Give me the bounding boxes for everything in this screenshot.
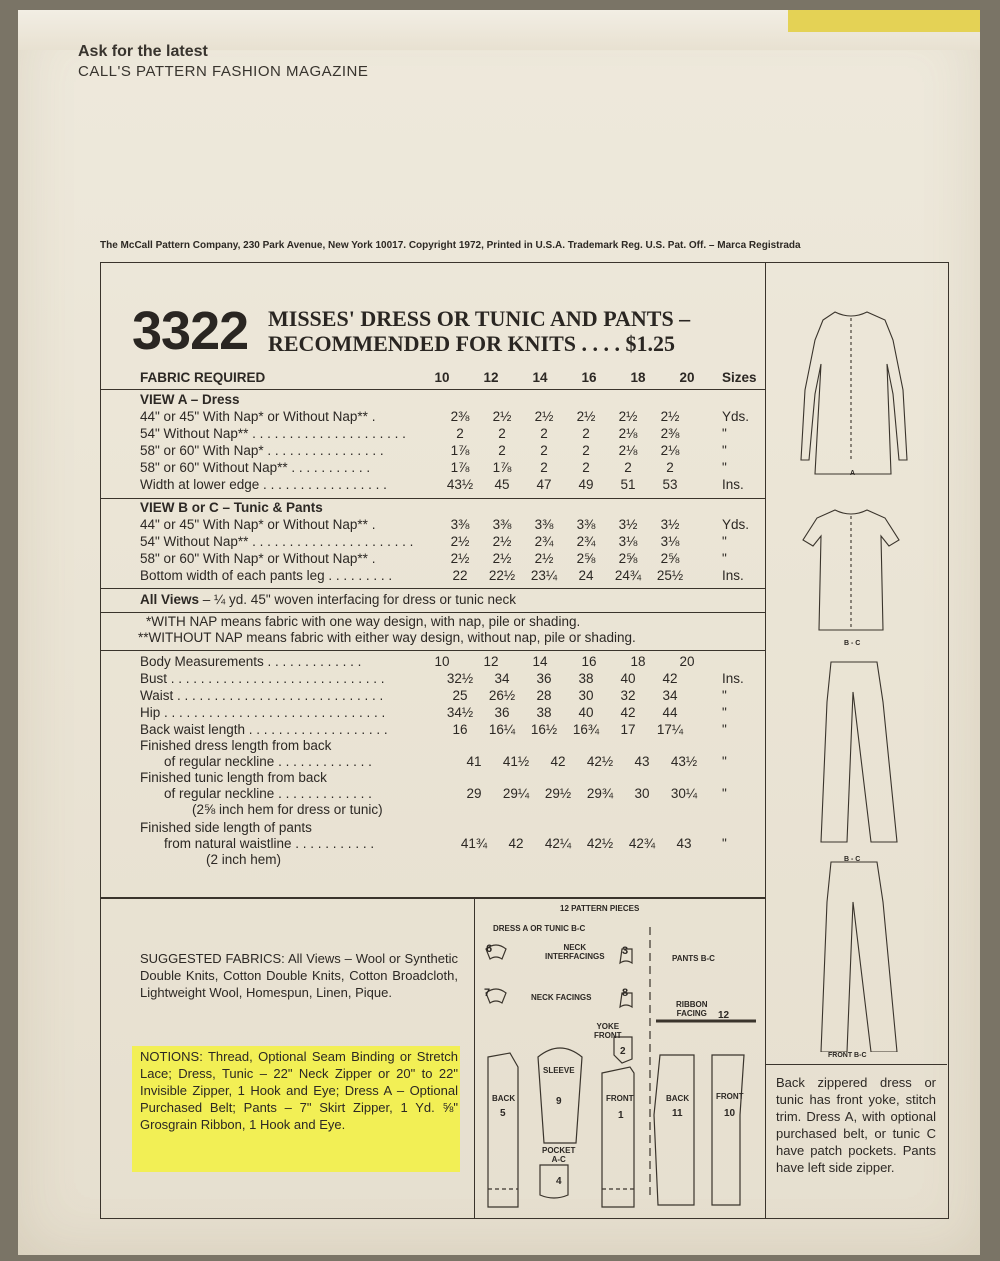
- view-a-label: A: [850, 470, 856, 477]
- table-row: [140, 443, 760, 460]
- cell: 2: [582, 426, 590, 441]
- cell: 40: [578, 705, 594, 720]
- unit: ": [722, 836, 727, 851]
- cell: 41¾: [460, 836, 488, 851]
- magazine-note: [78, 42, 368, 82]
- dress-length-row: [140, 754, 760, 771]
- cell: 3⅜: [492, 517, 512, 532]
- cell: 30: [578, 688, 594, 703]
- cell: 2½: [576, 409, 596, 424]
- without-nap-note: **WITHOUT NAP means fabric with either way design, without nap, pile or shading.: [138, 630, 636, 645]
- unit: ": [722, 786, 727, 801]
- cell: 34: [662, 688, 678, 703]
- pocket-text: POCKET A-C: [542, 1146, 576, 1164]
- table-row: [140, 688, 760, 705]
- all-views-text: [140, 592, 516, 607]
- ribbon-facing-label: [676, 1000, 708, 1018]
- piece-number: 11: [672, 1108, 683, 1119]
- pattern-description: Back zippered dress or tunic has front yoke, stitch trim. Dress A, with optional purchased belt, or tunic C have patch pockets. Pants have left side zipper.: [776, 1075, 936, 1175]
- cell: 3⅛: [660, 534, 680, 549]
- cell: 29¾: [586, 786, 614, 801]
- unit: ": [722, 688, 727, 703]
- row-label: 44" or 45" With Nap* or Without Nap** .: [140, 517, 376, 532]
- divider: [100, 389, 765, 390]
- row-label: Width at lower edge . . . . . . . . . . . . . . . . .: [140, 477, 387, 492]
- nap-note: *WITH NAP means fabric with one way design, with nap, pile or shading.: [146, 614, 581, 629]
- notions-text: NOTIONS: Thread, Optional Seam Binding or Stretch Lace; Dress, Tunic – 22" Neck Zipper or 20" to 22" Invisible Zipper, 1 Hook and Eye; Dress A – Optional Purchased Belt; Pants – 7" Skirt Zipper, 1 Yd. ⅝" Grosgrain Ribbon, 1 Hook and Eye.: [140, 1049, 458, 1132]
- ribbon-facing-text: RIBBON FACING: [676, 1000, 708, 1018]
- row-label: 44" or 45" With Nap* or Without Nap** .: [140, 409, 376, 424]
- cell: 44: [662, 705, 678, 720]
- back-label: BACK: [492, 1094, 516, 1103]
- size-header: 20: [679, 654, 695, 669]
- tunic-hem-note: (2⅝ inch hem for dress or tunic): [192, 802, 383, 817]
- unit: ": [722, 705, 727, 720]
- piece-number: 2: [620, 1046, 626, 1057]
- cell: 43: [634, 754, 650, 769]
- cell: 1⅞: [450, 460, 470, 475]
- cell: 2: [456, 426, 464, 441]
- cell: 2¾: [576, 534, 596, 549]
- row-label: Waist . . . . . . . . . . . . . . . . . . . . . . . . . . . .: [140, 688, 384, 703]
- size-header: 16: [581, 370, 597, 385]
- cell: 3⅜: [450, 517, 470, 532]
- cell: 3½: [660, 517, 680, 532]
- row-label: 58" or 60" With Nap* or Without Nap** .: [140, 551, 376, 566]
- cell: 49: [578, 477, 594, 492]
- table-row: [140, 568, 760, 585]
- cell: 2½: [492, 551, 512, 566]
- suggested-fabrics: SUGGESTED FABRICS: All Views – Wool or Synthetic Double Knits, Cotton Double Knits, Cotton Broadcloth, Lightweight Wool, Homespun, Linen, Pique.: [140, 951, 458, 1000]
- pants-length-row: [140, 836, 760, 853]
- all-views-label: All Views: [140, 592, 200, 607]
- table-row: [140, 517, 760, 534]
- back-pants-label: BACK: [666, 1094, 690, 1103]
- piece-number: 5: [500, 1108, 506, 1119]
- cell: 42: [550, 754, 566, 769]
- unit: Ins.: [722, 568, 744, 583]
- front-pants-label: FRONT: [716, 1092, 744, 1101]
- pattern-title-line1: MISSES' DRESS OR TUNIC AND PANTS –: [268, 306, 691, 331]
- tunic-length-row: [140, 786, 760, 803]
- front-label: FRONT: [606, 1094, 634, 1103]
- cell: 2: [582, 443, 590, 458]
- cell: 42½: [586, 754, 614, 769]
- cell: 2½: [618, 409, 638, 424]
- row-label: Bottom width of each pants leg . . . . . . . . .: [140, 568, 393, 583]
- size-header: 14: [532, 654, 548, 669]
- dress-length-l1: Finished dress length from back: [140, 738, 332, 753]
- table-row: [140, 477, 760, 494]
- piece-number: 7: [484, 987, 491, 999]
- view-a-title-text: VIEW A – Dress: [140, 392, 240, 407]
- cell: 40: [620, 671, 636, 686]
- pattern-number: 3322: [132, 301, 249, 361]
- cell: 30: [634, 786, 650, 801]
- piece-number: 1: [618, 1110, 624, 1121]
- unit: ": [722, 551, 727, 566]
- pattern-title: [268, 306, 690, 356]
- table-row: [140, 722, 760, 739]
- unit: ": [722, 534, 727, 549]
- cell: 2: [498, 426, 506, 441]
- pattern-pieces-diagram: [474, 897, 765, 1217]
- cell: 2½: [534, 409, 554, 424]
- piece-number: 10: [724, 1108, 736, 1119]
- cell: 2½: [450, 534, 470, 549]
- piece-number: 3: [622, 945, 629, 957]
- cell: 38: [578, 671, 594, 686]
- cell: 43: [676, 836, 692, 851]
- row-label: Bust . . . . . . . . . . . . . . . . . . . . . . . . . . . . .: [140, 671, 385, 686]
- cell: 2½: [492, 534, 512, 549]
- dress-pieces-label: DRESS A OR TUNIC B-C: [493, 924, 586, 933]
- cell: 1⅞: [450, 443, 470, 458]
- cell: 2: [666, 460, 674, 475]
- pants-length-l1: Finished side length of pants: [140, 820, 312, 835]
- cell: 22½: [488, 568, 516, 583]
- yoke-front-text: YOKE FRONT: [594, 1022, 622, 1040]
- row-label: 54" Without Nap** . . . . . . . . . . . . . . . . . . . . .: [140, 426, 406, 441]
- piece-number: 9: [556, 1096, 562, 1107]
- cell: 2¾: [534, 534, 554, 549]
- cell: 3⅜: [576, 517, 596, 532]
- cell: 42¾: [628, 836, 656, 851]
- divider: [100, 650, 765, 651]
- size-header: 16: [581, 654, 597, 669]
- cell: 34: [494, 671, 510, 686]
- unit: Yds.: [722, 409, 750, 424]
- cell: 26½: [488, 688, 516, 703]
- cell: 2: [540, 460, 548, 475]
- cell: 41: [466, 754, 482, 769]
- size-header: 12: [483, 654, 499, 669]
- pants-hem-note: (2 inch hem): [206, 852, 282, 867]
- cell: 47: [536, 477, 552, 492]
- cell: 36: [536, 671, 552, 686]
- dress-length-l2: of regular neckline . . . . . . . . . . . . .: [164, 754, 372, 769]
- cell: 3⅛: [618, 534, 638, 549]
- cell: 25½: [656, 568, 684, 583]
- cell: 29: [466, 786, 482, 801]
- fabric-header-label: FABRIC REQUIRED: [140, 370, 266, 385]
- cell: 22: [452, 568, 468, 583]
- unit: Yds.: [722, 517, 750, 532]
- size-header: 20: [679, 370, 695, 385]
- cell: 2: [540, 443, 548, 458]
- unit: Ins.: [722, 671, 744, 686]
- cell: 41½: [502, 754, 530, 769]
- cell: 17¼: [656, 722, 684, 737]
- pattern-title-line2: RECOMMENDED FOR KNITS . . . . $1.25: [268, 331, 676, 356]
- cell: 38: [536, 705, 552, 720]
- divider: [100, 588, 765, 589]
- pants-length-l2: from natural waistline . . . . . . . . . . .: [164, 836, 375, 851]
- sleeve-label: SLEEVE: [543, 1066, 575, 1075]
- table-row: [140, 705, 760, 722]
- magazine-note-line1: Ask for the latest: [78, 43, 208, 60]
- view-bc-title: [140, 500, 760, 517]
- row-label: 58" or 60" With Nap* . . . . . . . . . . . . . . . .: [140, 443, 384, 458]
- cell: 42¼: [544, 836, 572, 851]
- body-header-label: Body Measurements . . . . . . . . . . . . .: [140, 654, 362, 669]
- pieces-title: 12 PATTERN PIECES: [560, 904, 640, 913]
- cell: 2½: [660, 409, 680, 424]
- size-header: 18: [630, 370, 646, 385]
- piece-number: 12: [718, 1010, 730, 1021]
- cell: 53: [662, 477, 678, 492]
- view-illustrations: [765, 262, 947, 1052]
- magazine-note-line2: CALL'S PATTERN FASHION MAGAZINE: [78, 63, 369, 80]
- cell: 36: [494, 705, 510, 720]
- cell: 45: [494, 477, 510, 492]
- cell: 2⅜: [660, 426, 680, 441]
- cell: 42: [620, 705, 636, 720]
- cell: 2⅛: [660, 443, 680, 458]
- row-label: Hip . . . . . . . . . . . . . . . . . . . . . . . . . . . . . .: [140, 705, 386, 720]
- cell: 25: [452, 688, 468, 703]
- size-header: 10: [434, 370, 450, 385]
- neck-interfacings-text: NECK INTERFACINGS: [545, 943, 605, 961]
- cell: 2½: [534, 551, 554, 566]
- piece-number: 8: [622, 987, 629, 999]
- cell: 34½: [446, 705, 474, 720]
- divider: [100, 612, 765, 613]
- size-header: 18: [630, 654, 646, 669]
- cell: 29½: [544, 786, 572, 801]
- all-views-desc: – ¼ yd. 45" woven interfacing for dress or tunic neck: [199, 592, 516, 607]
- sizes-unit: Sizes: [722, 370, 757, 385]
- cell: 16½: [530, 722, 558, 737]
- size-header: 12: [483, 370, 499, 385]
- tunic-length-l2: of regular neckline . . . . . . . . . . . . .: [164, 786, 372, 801]
- cell: 2: [540, 426, 548, 441]
- yoke-front-label: [594, 1022, 622, 1040]
- view-bc-label: B - C: [844, 640, 861, 647]
- neck-facings-label: NECK FACINGS: [531, 993, 592, 1002]
- cell: 2⅜: [450, 409, 470, 424]
- view-bc-title-text: VIEW B or C – Tunic & Pants: [140, 500, 323, 515]
- body-header-row: [140, 654, 760, 671]
- cell: 29¼: [502, 786, 530, 801]
- cell: 24: [578, 568, 594, 583]
- size-header: 10: [434, 654, 450, 669]
- cell: 3⅜: [534, 517, 554, 532]
- divider: [100, 498, 765, 499]
- yellow-tab: [788, 10, 980, 32]
- table-row: [140, 551, 760, 568]
- cell: 28: [536, 688, 552, 703]
- cell: 2⅛: [618, 426, 638, 441]
- view-bc-pants-label: B - C: [844, 856, 861, 863]
- cell: 24¾: [614, 568, 642, 583]
- cell: 42: [662, 671, 678, 686]
- cell: 51: [620, 477, 636, 492]
- cell: 23¼: [530, 568, 558, 583]
- piece-number: 4: [556, 1176, 562, 1187]
- cell: 2: [498, 443, 506, 458]
- cell: 43½: [446, 477, 474, 492]
- cell: 3½: [618, 517, 638, 532]
- piece-number: 6: [486, 943, 493, 955]
- table-row: [140, 671, 760, 688]
- pocket-label: [542, 1146, 575, 1164]
- cell: 2⅝: [576, 551, 596, 566]
- row-label: 54" Without Nap** . . . . . . . . . . . . . . . . . . . . . .: [140, 534, 414, 549]
- cell: 43½: [670, 754, 698, 769]
- cell: 1⅞: [492, 460, 512, 475]
- cell: 42½: [586, 836, 614, 851]
- unit: ": [722, 460, 727, 475]
- all-views-line: [140, 592, 760, 609]
- table-row: [140, 460, 760, 477]
- cell: 17: [620, 722, 636, 737]
- cell: 2½: [450, 551, 470, 566]
- cell: 2⅝: [618, 551, 638, 566]
- fabric-header-row: [140, 370, 760, 387]
- cell: 2½: [492, 409, 512, 424]
- table-row: [140, 426, 760, 443]
- company-line: The McCall Pattern Company, 230 Park Avenue, New York 10017. Copyright 1972, Printed in U.S.A. Trademark Reg. U.S. Pat. Off. – Marca Registrada: [100, 240, 801, 251]
- cell: 16¼: [488, 722, 516, 737]
- unit: ": [722, 426, 727, 441]
- cell: 16¾: [572, 722, 600, 737]
- table-row: [140, 534, 760, 551]
- divider: [765, 1064, 947, 1065]
- size-header: 14: [532, 370, 548, 385]
- unit: ": [722, 754, 727, 769]
- unit: ": [722, 443, 727, 458]
- pants-pieces-label: PANTS B-C: [672, 954, 715, 963]
- cell: 2: [582, 460, 590, 475]
- row-label: 58" or 60" Without Nap** . . . . . . . . . . .: [140, 460, 371, 475]
- view-front-bc-label: FRONT B-C: [828, 1052, 867, 1059]
- view-a-title: [140, 392, 760, 409]
- cell: 42: [508, 836, 524, 851]
- tunic-length-l1: Finished tunic length from back: [140, 770, 327, 785]
- cell: 30¼: [670, 786, 698, 801]
- neck-interfacings-label: [545, 943, 605, 961]
- unit: ": [722, 722, 727, 737]
- cell: 2⅝: [660, 551, 680, 566]
- table-row: [140, 409, 760, 426]
- unit: Ins.: [722, 477, 744, 492]
- cell: 32: [620, 688, 636, 703]
- cell: 2⅛: [618, 443, 638, 458]
- cell: 16: [452, 722, 468, 737]
- row-label: Back waist length . . . . . . . . . . . . . . . . . . .: [140, 722, 388, 737]
- cell: 2: [624, 460, 632, 475]
- cell: 32½: [446, 671, 474, 686]
